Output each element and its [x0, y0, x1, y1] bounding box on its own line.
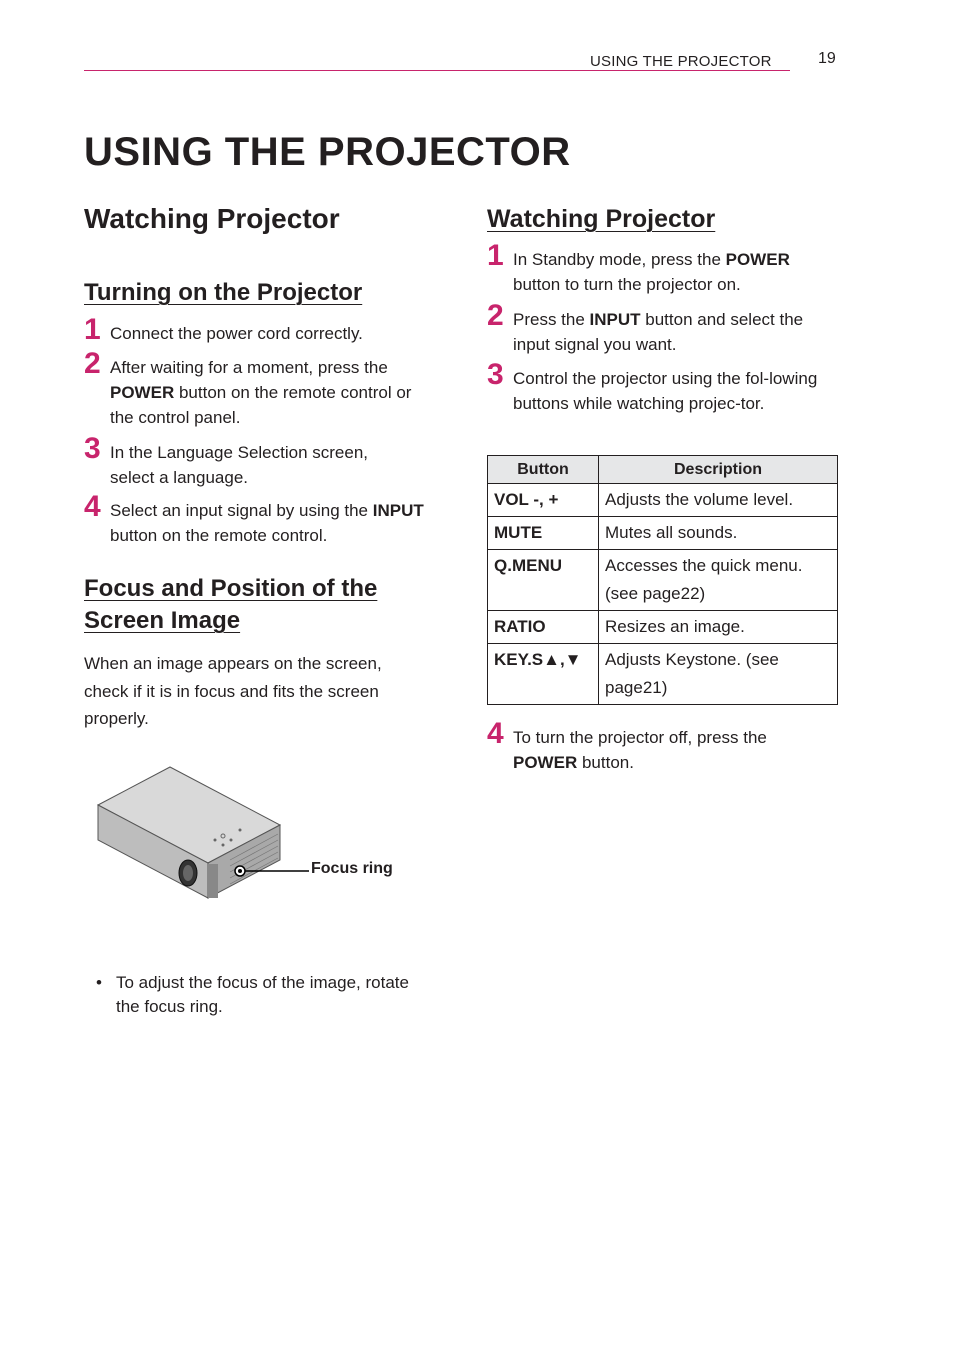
step-number: 4 [487, 717, 504, 750]
right-section-heading: Watching Projector [487, 205, 716, 233]
watch-step-4 [487, 717, 832, 775]
step-text: In Standby mode, press the POWER button to turn the projector on. [513, 250, 790, 294]
table-row [488, 550, 838, 611]
step-number: 2 [487, 299, 504, 332]
step-text: In the Language Selection screen, select a language. [110, 443, 369, 487]
page-title: USING THE PROJECTOR [84, 130, 571, 174]
watch-step-3 [487, 358, 839, 416]
step-text: To turn the projector off, press the POWER button. [513, 728, 767, 772]
turn-on-step-1 [84, 313, 414, 346]
step-text: Connect the power cord correctly. [110, 324, 363, 343]
table-row [488, 484, 838, 517]
column-header-button: Button [488, 456, 599, 484]
button-table [487, 455, 838, 705]
table-row [488, 517, 838, 550]
description-cell: Resizes an image. [599, 611, 838, 644]
watch-step-2 [487, 299, 832, 357]
table-row [488, 611, 838, 644]
page-number: 19 [818, 50, 836, 67]
focus-bullet [96, 971, 426, 1019]
button-cell: RATIO [488, 611, 599, 644]
step-number: 1 [84, 313, 101, 346]
bullet-text: To adjust the focus of the image, rotate the focus ring. [116, 973, 409, 1016]
projector-illustration [90, 760, 420, 910]
step-number: 1 [487, 239, 504, 272]
step-text: Control the projector using the fol-lowing buttons while watching projec-tor. [513, 369, 818, 413]
turn-on-step-2 [84, 347, 414, 430]
step-text: Select an input signal by using the INPUT button on the remote control. [110, 501, 424, 545]
watch-step-1 [487, 239, 832, 297]
button-cell: KEY.S▲,▼ [488, 644, 599, 705]
turn-on-step-3 [84, 432, 414, 490]
description-cell: Mutes all sounds. [599, 517, 838, 550]
button-cell: Q.MENU [488, 550, 599, 611]
focus-ring-label: Focus ring [311, 860, 393, 877]
running-header: USING THE PROJECTOR [590, 53, 772, 70]
header-rule [84, 70, 790, 71]
left-section-heading: Watching Projector [84, 203, 340, 234]
turn-on-step-4 [84, 490, 434, 548]
description-cell: Accesses the quick menu. (see page22) [599, 550, 838, 611]
focus-paragraph: When an image appears on the screen, check if it is in focus and fits the screen properly. [84, 654, 382, 728]
step-number: 4 [84, 490, 101, 523]
button-cell: MUTE [488, 517, 599, 550]
column-header-description: Description [599, 456, 838, 484]
step-number: 2 [84, 347, 101, 380]
focus-heading: Focus and Position of the Screen Image [84, 575, 378, 634]
step-text: Press the INPUT button and select the input signal you want. [513, 310, 804, 354]
bullet-dot: • [96, 973, 102, 992]
description-cell: Adjusts Keystone. (see page21) [599, 644, 838, 705]
table-header-row [488, 456, 838, 484]
step-number: 3 [487, 358, 504, 391]
table-row [488, 644, 838, 705]
button-cell: VOL -, + [488, 484, 599, 517]
step-number: 3 [84, 432, 101, 465]
step-text: After waiting for a moment, press the POWER button on the remote control or the control panel. [110, 358, 412, 427]
description-cell: Adjusts the volume level. [599, 484, 838, 517]
turning-on-heading: Turning on the Projector [84, 279, 363, 306]
